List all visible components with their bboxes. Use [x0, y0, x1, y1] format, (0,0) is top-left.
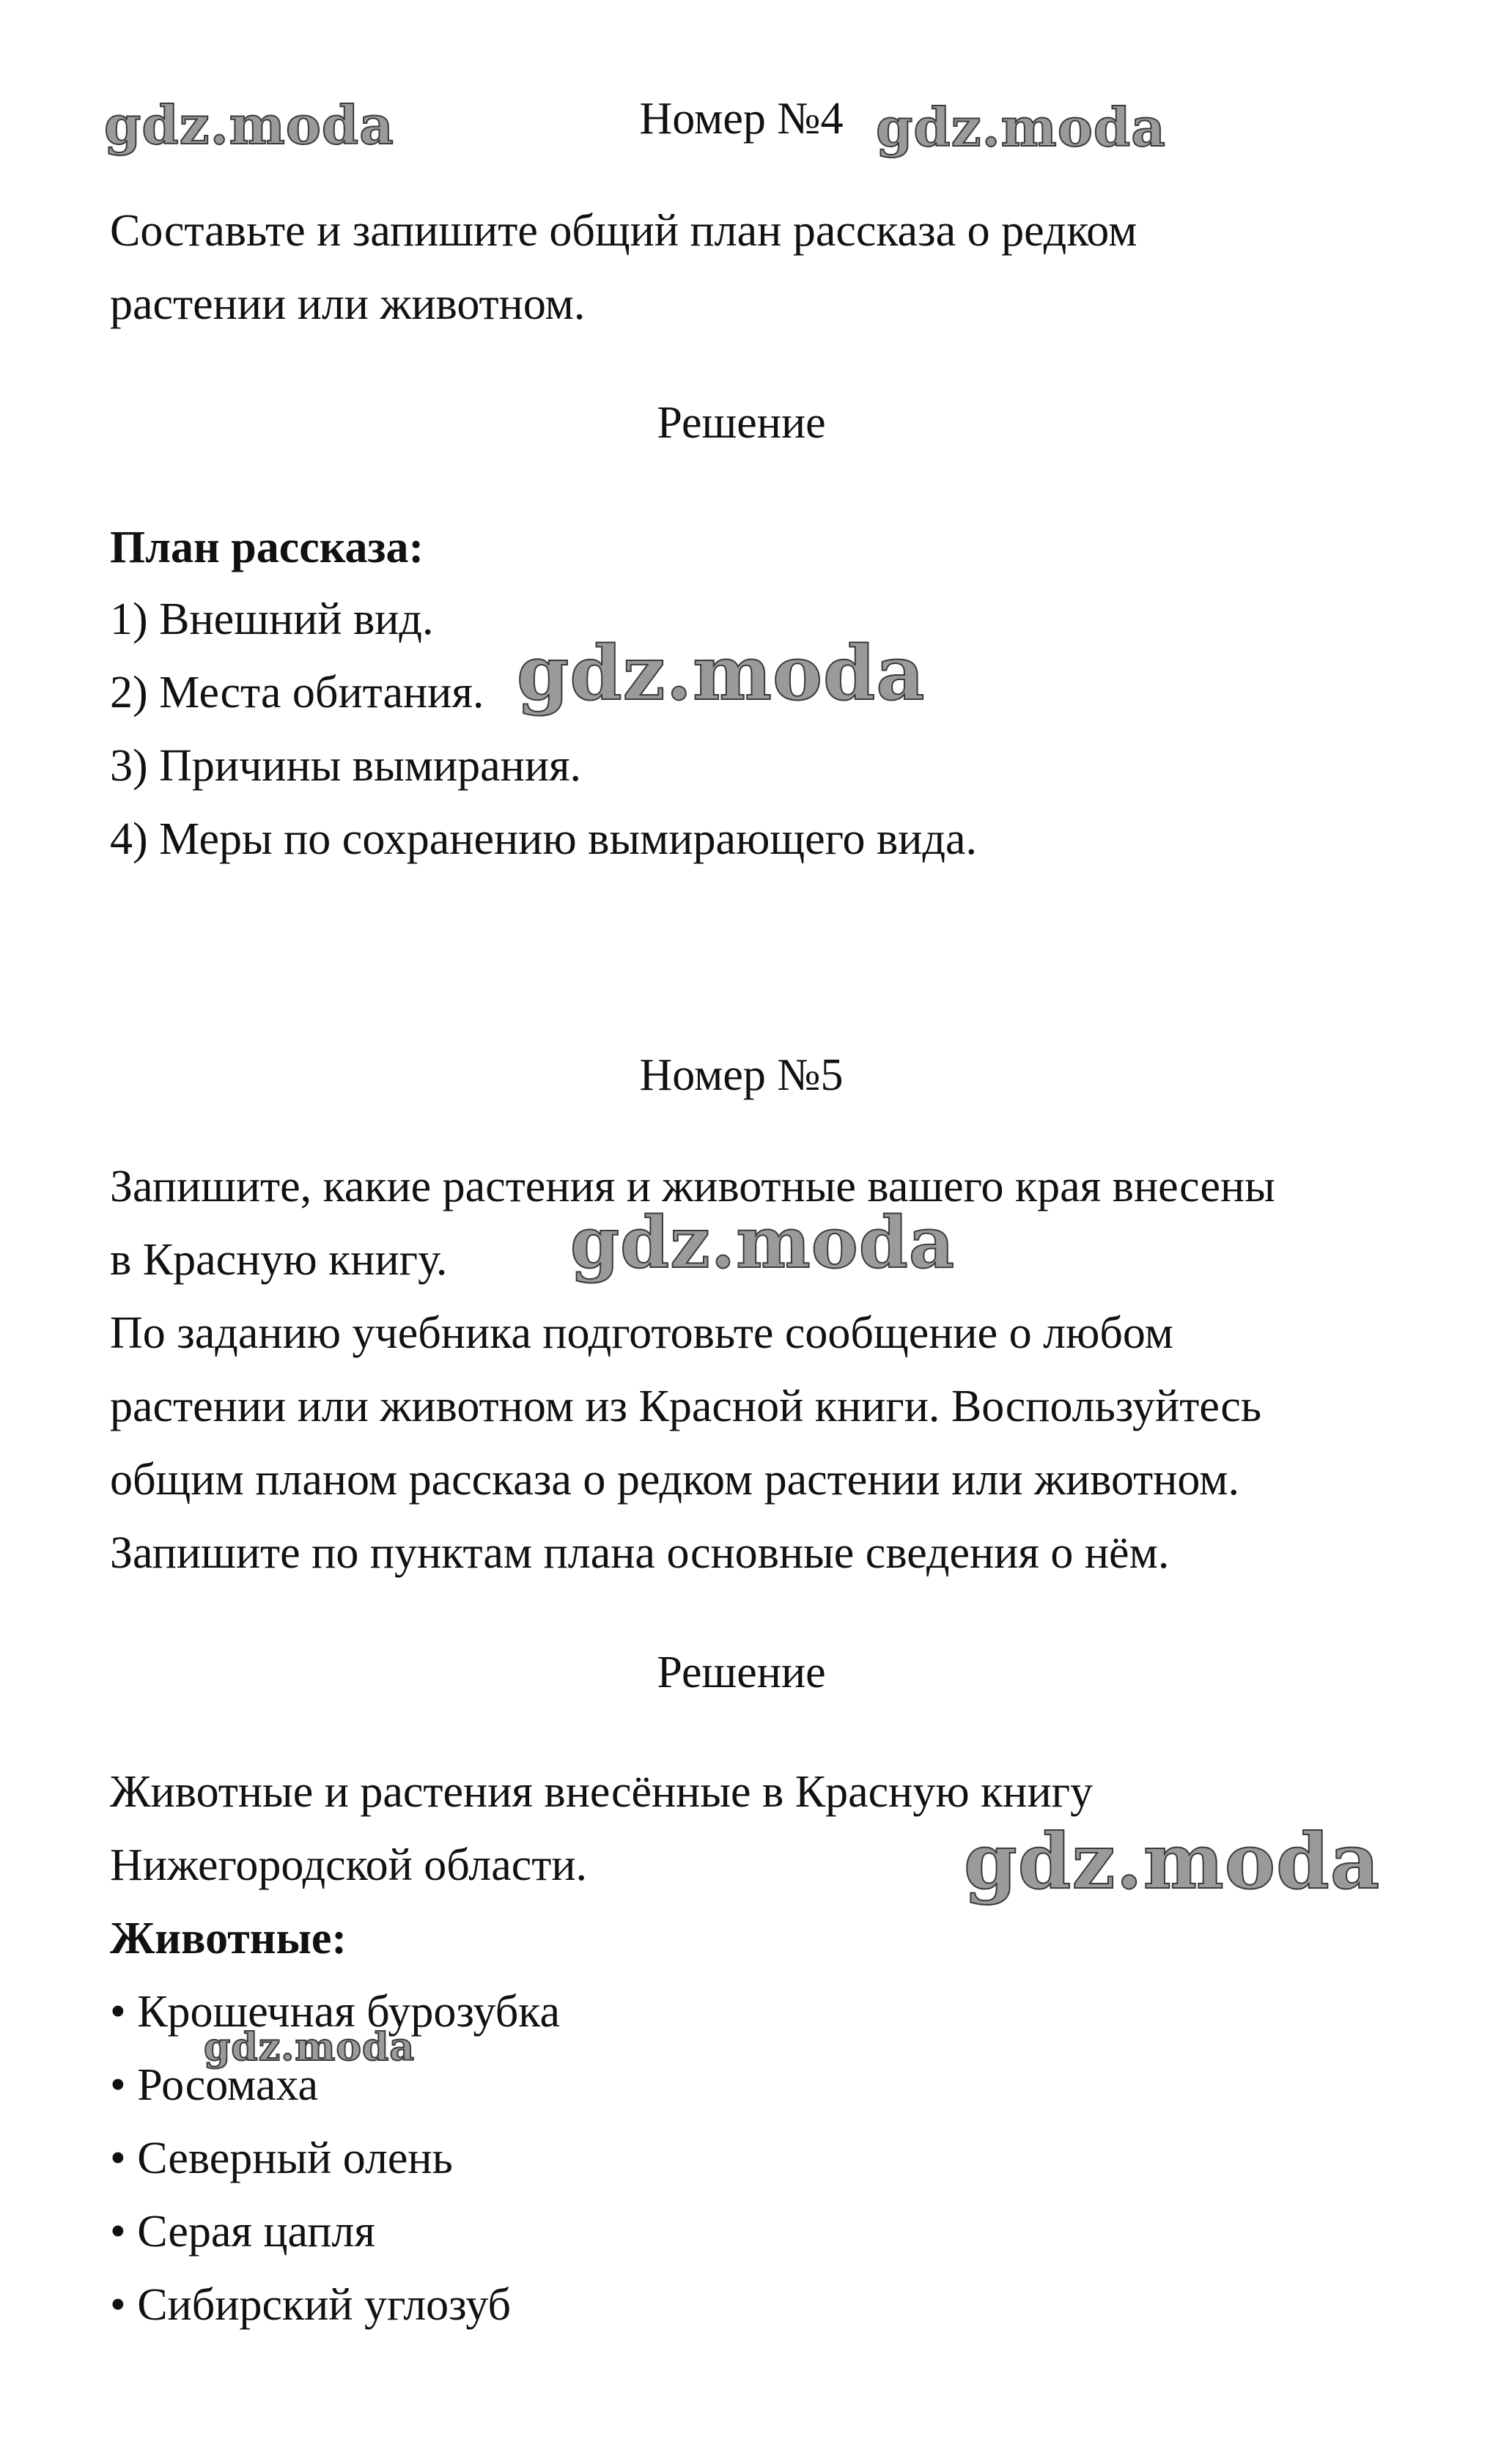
- task5-prompt-line-1: Запишите, какие растения и животные вашего края внесены: [110, 1162, 1275, 1211]
- watermark-logo: gdz.moda: [204, 2025, 416, 2070]
- task5-animals-title: Животные:: [110, 1914, 347, 1963]
- task5-animal-item-4: • Серая цапля: [110, 2207, 375, 2257]
- task4-plan-item-4: 4) Меры по сохранению вымирающего вида.: [110, 814, 978, 864]
- task4-heading: Номер №4: [639, 94, 844, 144]
- task5-animal-item-3: • Северный олень: [110, 2133, 453, 2183]
- watermark-logo: gdz.moda: [104, 94, 394, 156]
- task5-heading: Номер №5: [639, 1050, 844, 1100]
- task5-animal-item-1: • Крошечная бурозубка: [110, 1987, 560, 2037]
- task5-prompt-line-5: общим планом рассказа о редком растении или животном.: [110, 1455, 1239, 1505]
- task4-prompt-line-2: растении или животном.: [110, 279, 586, 329]
- task4-plan-item-2: 2) Места обитания.: [110, 668, 484, 718]
- task5-prompt-line-3: По заданию учебника подготовьте сообщение о любом: [110, 1308, 1173, 1358]
- task4-plan-title: План рассказа:: [110, 523, 424, 572]
- task4-prompt-line-1: Составьте и запишите общий план рассказа о редком: [110, 206, 1137, 256]
- task5-animal-item-5: • Сибирский углозуб: [110, 2280, 512, 2330]
- task4-plan-item-3: 3) Причины вымирания.: [110, 741, 582, 791]
- task5-animal-item-2: • Росомаха: [110, 2060, 319, 2110]
- task5-prompt-line-6: Запишите по пунктам плана основные сведения о нём.: [110, 1528, 1170, 1578]
- watermark-logo: gdz.moda: [964, 1816, 1381, 1906]
- task5-answer-line-1: Животные и растения внесённые в Красную книгу: [110, 1767, 1094, 1817]
- watermark-logo: gdz.moda: [876, 96, 1166, 158]
- task4-solution-label: Решение: [657, 398, 826, 448]
- watermark-logo: gdz.moda: [570, 1201, 956, 1284]
- task5-solution-label: Решение: [657, 1648, 826, 1697]
- task5-prompt-line-2: в Красную книгу.: [110, 1235, 448, 1285]
- task5-answer-line-2: Нижегородской области.: [110, 1840, 588, 1890]
- task5-prompt-line-4: растении или животном из Красной книги. Воспользуйтесь: [110, 1382, 1262, 1431]
- watermark-logo: gdz.moda: [517, 630, 926, 718]
- task4-plan-item-1: 1) Внешний вид.: [110, 594, 434, 644]
